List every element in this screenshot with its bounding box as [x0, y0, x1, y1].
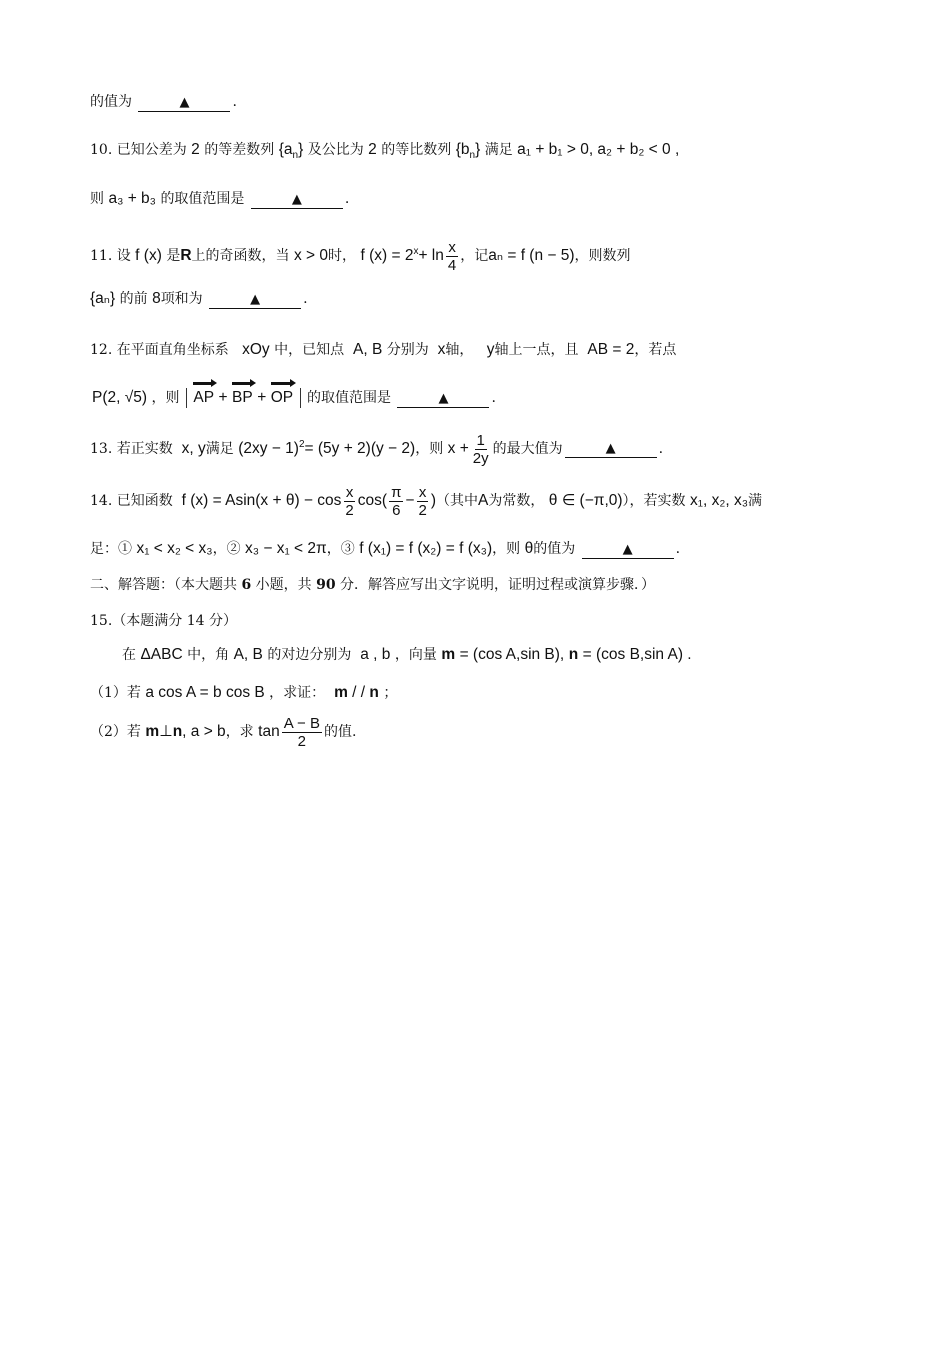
vector-ap: AP [193, 389, 215, 406]
text: 6 [241, 577, 252, 593]
math: A, B [353, 341, 383, 358]
math: aₙ = f (n − 5) [488, 247, 575, 264]
text: ），若实数 [622, 493, 686, 509]
math: f (x) = 2 [360, 247, 414, 264]
problem-12-line1 [90, 340, 676, 360]
math: x₁ < x₂ < x₃ [136, 540, 213, 557]
math: m [145, 723, 160, 740]
triangle-icon: ▲ [291, 192, 302, 207]
text: 小题，共 [255, 577, 312, 593]
problem-15-heading [90, 611, 237, 631]
math: n [568, 646, 579, 663]
answer-blank[interactable] [209, 292, 301, 309]
math: AB = 2 [587, 341, 635, 358]
math: } [475, 141, 481, 158]
problem-number: 10. [90, 142, 113, 158]
text: 90 [316, 577, 336, 593]
math: x₁, x₂, x₃ [689, 492, 749, 509]
math: 2 [418, 501, 427, 519]
text: 中，已知点 [274, 342, 345, 358]
math: / / [347, 684, 370, 701]
text: 及公比为 [307, 142, 364, 158]
problem-number: 12. [90, 342, 113, 358]
math: n [369, 684, 379, 701]
math: {a [278, 141, 293, 158]
text: ，若点 [634, 342, 677, 358]
text: 上的奇函数，当 [191, 248, 290, 264]
text: ，记 [460, 248, 489, 264]
triangle-icon: ▲ [179, 95, 190, 110]
problem-14-line2: 足：① x₁ < x₂ < x₃，② x₃ − x₁ < 2π，③ f (x₁) = f (x₂) = f (x₃)，则 θ的值为 ▲ . [90, 540, 681, 557]
math: {b [455, 141, 470, 158]
math: + [257, 389, 267, 406]
problem-15-part1 [90, 683, 397, 703]
section-2-heading [90, 575, 655, 595]
math: π [391, 483, 402, 501]
math: = (cos A,sin B), [459, 646, 565, 663]
text: ，求证： [269, 685, 326, 701]
math: (2xy − 1) [238, 440, 299, 457]
problem-number: 13. [90, 441, 113, 457]
text: 项和为 [160, 291, 203, 307]
math: } [298, 141, 304, 158]
math: x [345, 483, 354, 501]
text: ，则 [151, 390, 180, 406]
text: 在平面直角坐标系 [116, 342, 229, 358]
math: R [180, 247, 192, 264]
text: 的等比数列 [381, 142, 452, 158]
math: 6 [392, 501, 401, 519]
text: 已知函数 [116, 493, 173, 509]
math: + ln [418, 247, 444, 264]
text: 的最大值为 [492, 441, 563, 457]
text: 的值. [323, 724, 357, 740]
math: a cos A = b cos B [145, 684, 265, 701]
abs-bar-left [186, 388, 187, 408]
triangle-icon: ▲ [438, 391, 449, 406]
math: = (5y + 2)(y − 2) [304, 440, 416, 457]
math: 1 [476, 431, 485, 449]
math: θ ∈ (−π,0) [548, 492, 623, 509]
text: 轴上一点，且 [494, 342, 579, 358]
math: x, y [181, 440, 206, 457]
answer-blank[interactable] [138, 95, 230, 112]
text: 满 [748, 493, 763, 509]
text: ，③ [326, 541, 355, 557]
math: 2 [297, 732, 307, 750]
text: （1）若 [90, 685, 141, 701]
text: 若正实数 [116, 441, 173, 457]
math: A, B [233, 646, 263, 663]
math: m [334, 684, 348, 701]
problem-14-line1 [90, 481, 762, 521]
text: 分别为 [386, 342, 429, 358]
math: 2 [368, 141, 377, 158]
text: 的等差数列 [204, 142, 275, 158]
math: ΔABC [140, 646, 183, 663]
answer-blank[interactable] [582, 542, 674, 559]
math: y [486, 341, 495, 358]
text: 则 [90, 191, 104, 207]
math: = (cos B,sin A) . [582, 646, 692, 663]
text: ，则数列 [574, 248, 631, 264]
fraction [389, 484, 403, 519]
math: − [405, 492, 415, 509]
answer-blank[interactable] [251, 192, 343, 209]
text: 的值为 [90, 94, 132, 110]
text: 二、解答题：（本大题共 [90, 577, 237, 593]
math: x > 0 [293, 247, 329, 264]
problem-15-part2 [90, 710, 356, 754]
math: A − B [283, 714, 320, 732]
math: + [218, 389, 228, 406]
problem-9-tail: 的值为 ▲ . [90, 94, 237, 110]
math-seq-a [278, 141, 304, 162]
problem-10-line1 [90, 140, 679, 166]
math: x + [447, 440, 469, 457]
math: 2 [298, 439, 305, 450]
math: x₃ − x₁ < 2π [245, 540, 327, 557]
math: 8 [152, 290, 161, 307]
problem-10-line2: 则 a₃ + b₃ 的取值范围是 ▲ . [90, 190, 350, 207]
problem-12-line2: P(2, √5) ，则 AP + BP + OP 的取值范围是 ▲ . [92, 389, 496, 406]
vector-bp: BP [232, 389, 253, 406]
math: 2y [472, 449, 489, 467]
text: 是 [166, 248, 181, 264]
math: 2 [191, 141, 200, 158]
text: （2）若 [90, 724, 141, 740]
problem-number: 14. [90, 493, 113, 509]
math: f (x) = Asin(x + θ) − cos [181, 492, 342, 509]
math: x [437, 341, 446, 358]
math: n [469, 150, 476, 162]
vector-op: OP [270, 389, 294, 406]
fraction [471, 432, 491, 467]
problem-11-line1 [90, 236, 631, 276]
text: （其中 [436, 493, 478, 509]
text: 满足 [484, 142, 513, 158]
text: 的对边分别为 [267, 647, 352, 663]
text: 在 [122, 647, 136, 663]
math: a , b [360, 646, 391, 663]
math: tan [258, 723, 280, 740]
text: 的值为 [533, 541, 576, 557]
math: n [292, 150, 299, 162]
math: 2 [345, 501, 354, 519]
text: 已知公差为 [116, 142, 187, 158]
math: ) [430, 492, 436, 509]
text: 设 [116, 248, 131, 264]
problem-number: 11. [90, 248, 113, 264]
math: x [413, 246, 419, 257]
math: cos( [357, 492, 388, 509]
math: a₁ + b₁ > 0, a₂ + b₂ < 0 , [517, 141, 680, 158]
text: 足：① [90, 541, 132, 557]
math: x [448, 238, 456, 256]
answer-blank[interactable] [397, 391, 489, 408]
math: m [441, 646, 456, 663]
triangle-icon: ▲ [250, 292, 261, 307]
math: A [478, 492, 489, 509]
text: 的取值范围是 [307, 390, 392, 406]
text: 中，角 [187, 647, 230, 663]
math-seq-b [455, 141, 481, 162]
math: θ [524, 540, 534, 557]
text: 满足 [205, 441, 234, 457]
abs-bar-right [300, 388, 301, 408]
text: 为常数， [488, 493, 545, 509]
math: f (x) [135, 247, 162, 264]
text: 轴， [445, 342, 474, 358]
fraction [282, 715, 322, 750]
answer-blank[interactable] [565, 441, 657, 458]
text: ，则 [492, 541, 521, 557]
text: 的前 [119, 291, 148, 307]
math: f (x₁) = f (x₂) = f (x₃) [359, 540, 493, 557]
triangle-icon: ▲ [605, 440, 616, 456]
fraction [343, 484, 355, 519]
math: x [418, 483, 427, 501]
text: ，求 [225, 724, 254, 740]
fraction [446, 239, 458, 274]
math: P(2, √5) [92, 389, 148, 406]
math: 4 [447, 256, 457, 274]
math: , a > b [182, 723, 226, 740]
math: xOy [242, 341, 270, 358]
math: ⊥ [159, 723, 173, 740]
text: 分．解答应写出文字说明，证明过程或演算步骤．） [340, 577, 656, 593]
text: 15.（本题满分 14 分） [90, 613, 237, 629]
math: n [172, 723, 183, 740]
text: 时， [328, 248, 357, 264]
triangle-icon: ▲ [622, 542, 633, 557]
problem-13-line: 13. 若正实数 x, y 满足 (2xy − 1) $^2$ = (5y + 2)(y − 2) ，则 x + $\frac{1}{2y}$ 的最大值为 ▲ . [90, 431, 664, 467]
math: a₃ + b₃ [108, 190, 156, 207]
text: 的取值范围是 [160, 191, 245, 207]
problem-11-line2: {aₙ} 的前 8项和为 ▲ . [90, 290, 308, 307]
text: ，向量 [394, 647, 437, 663]
problem-15-line1 [122, 645, 692, 665]
text: ，② [212, 541, 241, 557]
text: ； [383, 685, 398, 701]
fraction [416, 484, 428, 519]
math: {aₙ} [90, 290, 116, 307]
text: ，则 [415, 441, 444, 457]
